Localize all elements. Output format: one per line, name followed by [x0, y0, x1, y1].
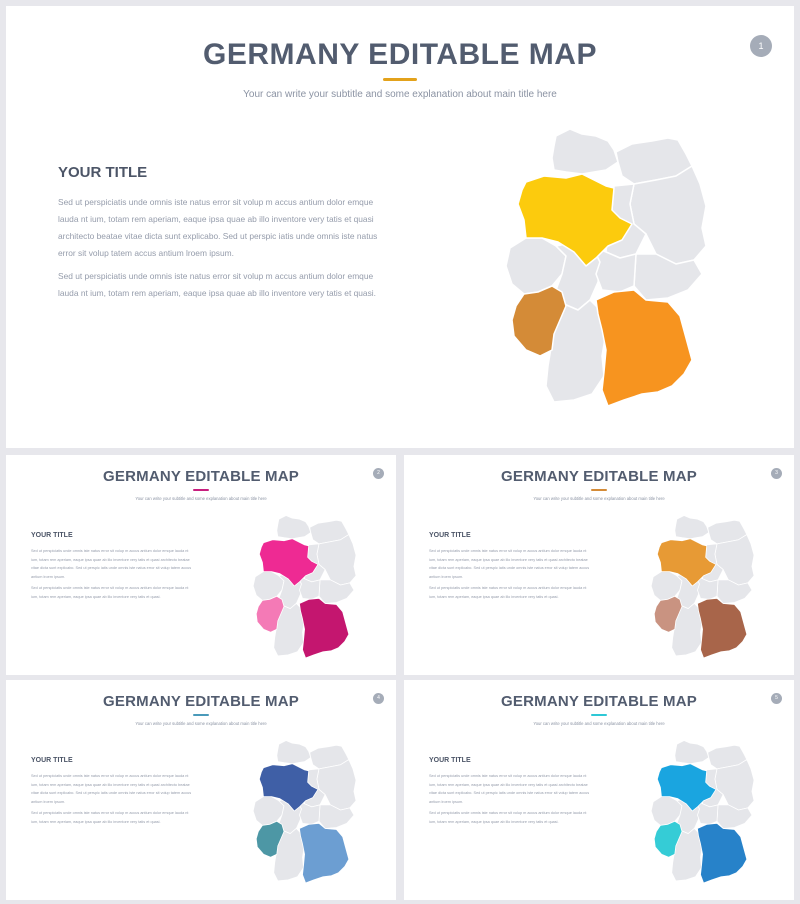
map-region-saxony[interactable]	[319, 805, 354, 829]
germany-map	[248, 738, 356, 884]
body-paragraph-1: Sed ut perspiciatis unde omnis iste natus error sit volup m accus antium dolor emque lauda nt ium, totam rem aperiam, eaque ipsa quae ab illo inventore very tatis et quasi architecto beatae vitae dicta sunt explicabo. Sed ut perspic iatis unde omnis iste natus error sit volup tatem accus antium lroem ipsum.	[58, 197, 378, 258]
page-number-badge: 5	[771, 693, 782, 704]
body-paragraph-2: Sed ut perspiciatis unde omnis iste natus error sit volup m accus antium dolor emque lauda nt ium, totam rem aperiam, eaque ipsa quae ab illo inventore very tatis et quasi.	[429, 586, 587, 599]
title-accent-bar	[591, 489, 607, 491]
slide-main[interactable]	[6, 6, 794, 448]
map-region-schleswig-holstein[interactable]	[552, 129, 618, 174]
page-number-badge: 3	[771, 468, 782, 479]
map-region-schleswig-holstein[interactable]	[675, 516, 709, 539]
germany-map	[646, 738, 754, 884]
map-region-saxony[interactable]	[634, 254, 702, 300]
map-region-schleswig-holstein[interactable]	[277, 741, 311, 764]
slide-title: GERMANY EDITABLE MAP	[103, 468, 299, 485]
title-accent-bar	[193, 714, 209, 716]
title-accent-bar	[591, 714, 607, 716]
map-region-saxony[interactable]	[717, 805, 752, 829]
map-region-bavaria[interactable]	[697, 823, 746, 883]
slide-title: GERMANY EDITABLE MAP	[501, 468, 697, 485]
germany-map	[248, 513, 356, 659]
slide-title: GERMANY EDITABLE MAP	[203, 38, 597, 71]
map-region-bavaria[interactable]	[697, 598, 746, 658]
body-paragraph-1: Sed ut perspiciatis unde omnis iste natus error sit volup m accus antium dolor emque lauda nt ium, totam rem aperiam, eaque ipsa quae ab illo inventore very tatis et quasi architecto beatae vitae dicta sunt explicabo. Sed ut perspic iatis unde omnis iste natus error sit volup tatem accus antium lroem ipsum.	[31, 549, 192, 579]
title-accent-bar	[193, 489, 209, 491]
page-number-badge: 2	[373, 468, 384, 479]
slide-thumbnail-pink[interactable]	[6, 455, 396, 675]
slide-thumbnail-cyan[interactable]	[404, 680, 794, 900]
map-region-schleswig-holstein[interactable]	[675, 741, 709, 764]
map-region-schleswig-holstein[interactable]	[277, 516, 311, 539]
slide-subtitle: Your can write your subtitle and some explanation about main title here	[135, 721, 267, 726]
body-paragraph-1: Sed ut perspiciatis unde omnis iste natus error sit volup m accus antium dolor emque lauda nt ium, totam rem aperiam, eaque ipsa quae ab illo inventore very tatis et quasi architecto beatae vitae dicta sunt explicabo. Sed ut perspic iatis unde omnis iste natus error sit volup tatem accus antium lroem ipsum.	[429, 549, 590, 579]
title-accent-bar	[383, 78, 417, 81]
section-heading: YOUR TITLE	[58, 164, 148, 181]
page-number-badge: 4	[373, 693, 384, 704]
body-paragraph-1: Sed ut perspiciatis unde omnis iste natus error sit volup m accus antium dolor emque lauda nt ium, totam rem aperiam, eaque ipsa quae ab illo inventore very tatis et quasi architecto beatae vitae dicta sunt explicabo. Sed ut perspic iatis unde omnis iste natus error sit volup tatem accus antium lroem ipsum.	[429, 774, 590, 804]
body-paragraph-1: Sed ut perspiciatis unde omnis iste natus error sit volup m accus antium dolor emque lauda nt ium, totam rem aperiam, eaque ipsa quae ab illo inventore very tatis et quasi architecto beatae vitae dicta sunt explicabo. Sed ut perspic iatis unde omnis iste natus error sit volup tatem accus antium lroem ipsum.	[31, 774, 192, 804]
body-paragraph-2: Sed ut perspiciatis unde omnis iste natus error sit volup m accus antium dolor emque lauda nt ium, totam rem aperiam, eaque ipsa quae ab illo inventore very tatis et quasi.	[429, 811, 587, 824]
section-heading: YOUR TITLE	[429, 757, 471, 764]
section-heading: YOUR TITLE	[31, 532, 73, 539]
body-paragraph-2: Sed ut perspiciatis unde omnis iste natus error sit volup m accus antium dolor emque lauda nt ium, totam rem aperiam, eaque ipsa quae ab illo inventore very tatis et quasi.	[31, 586, 189, 599]
slide-title: GERMANY EDITABLE MAP	[501, 693, 697, 710]
body-paragraph-2: Sed ut perspiciatis unde omnis iste natus error sit volup m accus antium dolor emque lauda nt ium, totam rem aperiam, eaque ipsa quae ab illo inventore very tatis et quasi.	[31, 811, 189, 824]
map-region-saxony[interactable]	[319, 580, 354, 604]
slide-subtitle: Your can write your subtitle and some explanation about main title here	[243, 89, 557, 100]
slide-thumbnail-blue[interactable]	[6, 680, 396, 900]
slide-subtitle: Your can write your subtitle and some explanation about main title here	[533, 721, 665, 726]
body-paragraph-2: Sed ut perspiciatis unde omnis iste natus error sit volup m accus antium dolor emque lauda nt ium, totam rem aperiam, eaque ipsa quae ab illo inventore very tatis et quasi.	[58, 271, 376, 298]
slide-subtitle: Your can write your subtitle and some explanation about main title here	[533, 496, 665, 501]
slide-title: GERMANY EDITABLE MAP	[103, 693, 299, 710]
map-region-bavaria[interactable]	[596, 290, 692, 406]
map-region-bavaria[interactable]	[299, 823, 348, 883]
section-heading: YOUR TITLE	[31, 757, 73, 764]
page-number-badge: 1	[750, 35, 772, 57]
germany-map	[496, 124, 706, 408]
map-region-bavaria[interactable]	[299, 598, 348, 658]
slide-thumbnail-brown[interactable]	[404, 455, 794, 675]
map-region-saxony[interactable]	[717, 580, 752, 604]
germany-map	[646, 513, 754, 659]
section-heading: YOUR TITLE	[429, 532, 471, 539]
slide-subtitle: Your can write your subtitle and some explanation about main title here	[135, 496, 267, 501]
